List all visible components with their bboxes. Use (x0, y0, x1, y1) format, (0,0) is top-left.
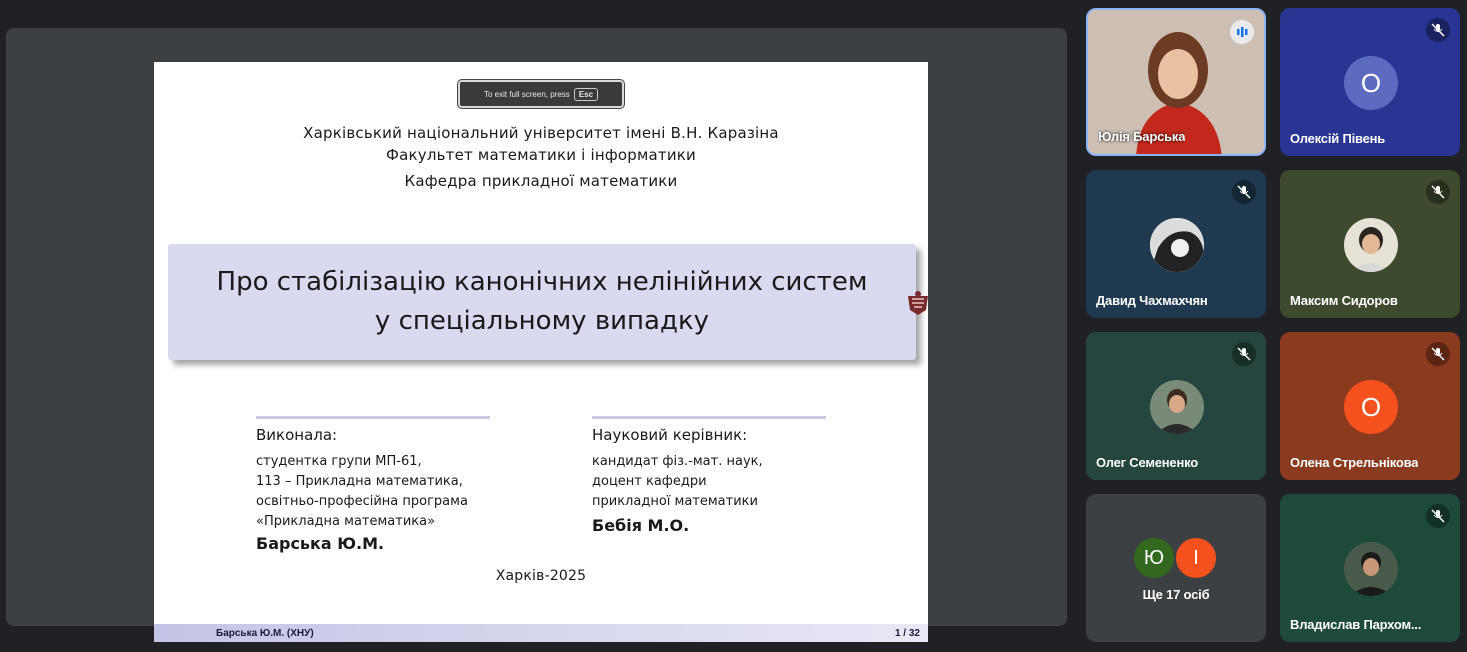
avatar (1344, 218, 1398, 272)
slide-title: Про стабілізацію канонічних нелінійних систем у спеціальному випадку (216, 267, 868, 336)
participant-name: Максим Сидоров (1290, 293, 1398, 308)
author-details (256, 452, 468, 532)
department-name: Кафедра прикладної математики (404, 172, 678, 190)
more-participants-tile[interactable] (1086, 494, 1266, 642)
participant-tile[interactable] (1280, 332, 1460, 480)
supervisor-details (592, 452, 763, 512)
author-name: Барська Ю.М. (256, 534, 385, 553)
more-participants-label: Ще 17 осіб (1142, 587, 1210, 602)
university-name: Харківський національний університет імені В.Н. Каразіна (303, 124, 779, 142)
mic-off-icon (1232, 342, 1256, 366)
university-logo-icon (906, 290, 928, 316)
participant-name: Владислав Пархом... (1290, 617, 1422, 632)
left-column-rule (256, 416, 490, 419)
author-heading: Виконала: (256, 426, 338, 444)
avatar: О (1344, 56, 1398, 110)
avatar: І (1174, 536, 1218, 580)
mic-off-icon (1232, 180, 1256, 204)
esc-key-badge: Esc (574, 88, 598, 101)
mic-off-icon (1426, 180, 1450, 204)
presentation-slide (154, 62, 928, 642)
avatar (1150, 218, 1204, 272)
mic-off-icon (1426, 504, 1450, 528)
participant-tile-speaker[interactable] (1086, 8, 1266, 156)
avatar: Ю (1132, 536, 1176, 580)
participant-name: Олег Семененко (1096, 455, 1198, 470)
supervisor-heading: Науковий керівник: (592, 426, 748, 444)
participant-tile[interactable] (1280, 8, 1460, 156)
author-detail-line: 113 – Прикладна математика, (256, 474, 463, 489)
participant-tile[interactable] (1086, 170, 1266, 318)
author-detail-line: освітньо-професійна програма (256, 494, 468, 509)
avatar (1150, 380, 1204, 434)
right-column-rule (592, 416, 826, 419)
participant-tile[interactable] (1280, 494, 1460, 642)
supervisor-detail-line: прикладної математики (592, 494, 758, 509)
mic-off-icon (1426, 342, 1450, 366)
participant-name: Олексій Півень (1290, 131, 1386, 146)
presentation-stage (6, 28, 1067, 639)
supervisor-detail-line: доцент кафедри (592, 474, 707, 489)
fullscreen-exit-toast (458, 80, 624, 108)
mic-off-icon (1426, 18, 1450, 42)
avatar: О (1344, 380, 1398, 434)
participant-name: Олена Стрельнікова (1290, 455, 1419, 470)
avatar (1344, 542, 1398, 596)
participant-tile[interactable] (1086, 332, 1266, 480)
slide-page-number: 1 / 32 (894, 628, 920, 639)
speaking-indicator-icon (1230, 20, 1254, 44)
slide-title-box (168, 244, 916, 360)
fullscreen-hint-text: To exit full screen, press (483, 89, 570, 99)
supervisor-name: Бебія М.О. (592, 516, 690, 535)
supervisor-detail-line: кандидат фіз.-мат. наук, (592, 454, 763, 469)
author-detail-line: студентка групи МП-61, (256, 454, 422, 469)
participant-name: Юлія Барська (1098, 129, 1186, 144)
city-year: Харків-2025 (495, 568, 587, 584)
faculty-name: Факультет математики і інформатики (385, 146, 697, 164)
participant-name: Давид Чахмахчян (1096, 293, 1208, 308)
footer-author: Барська Ю.М. (ХНУ) (216, 628, 314, 639)
slide-footer (154, 624, 928, 642)
author-detail-line: «Прикладна математика» (256, 514, 436, 529)
participant-tile[interactable] (1280, 170, 1460, 318)
